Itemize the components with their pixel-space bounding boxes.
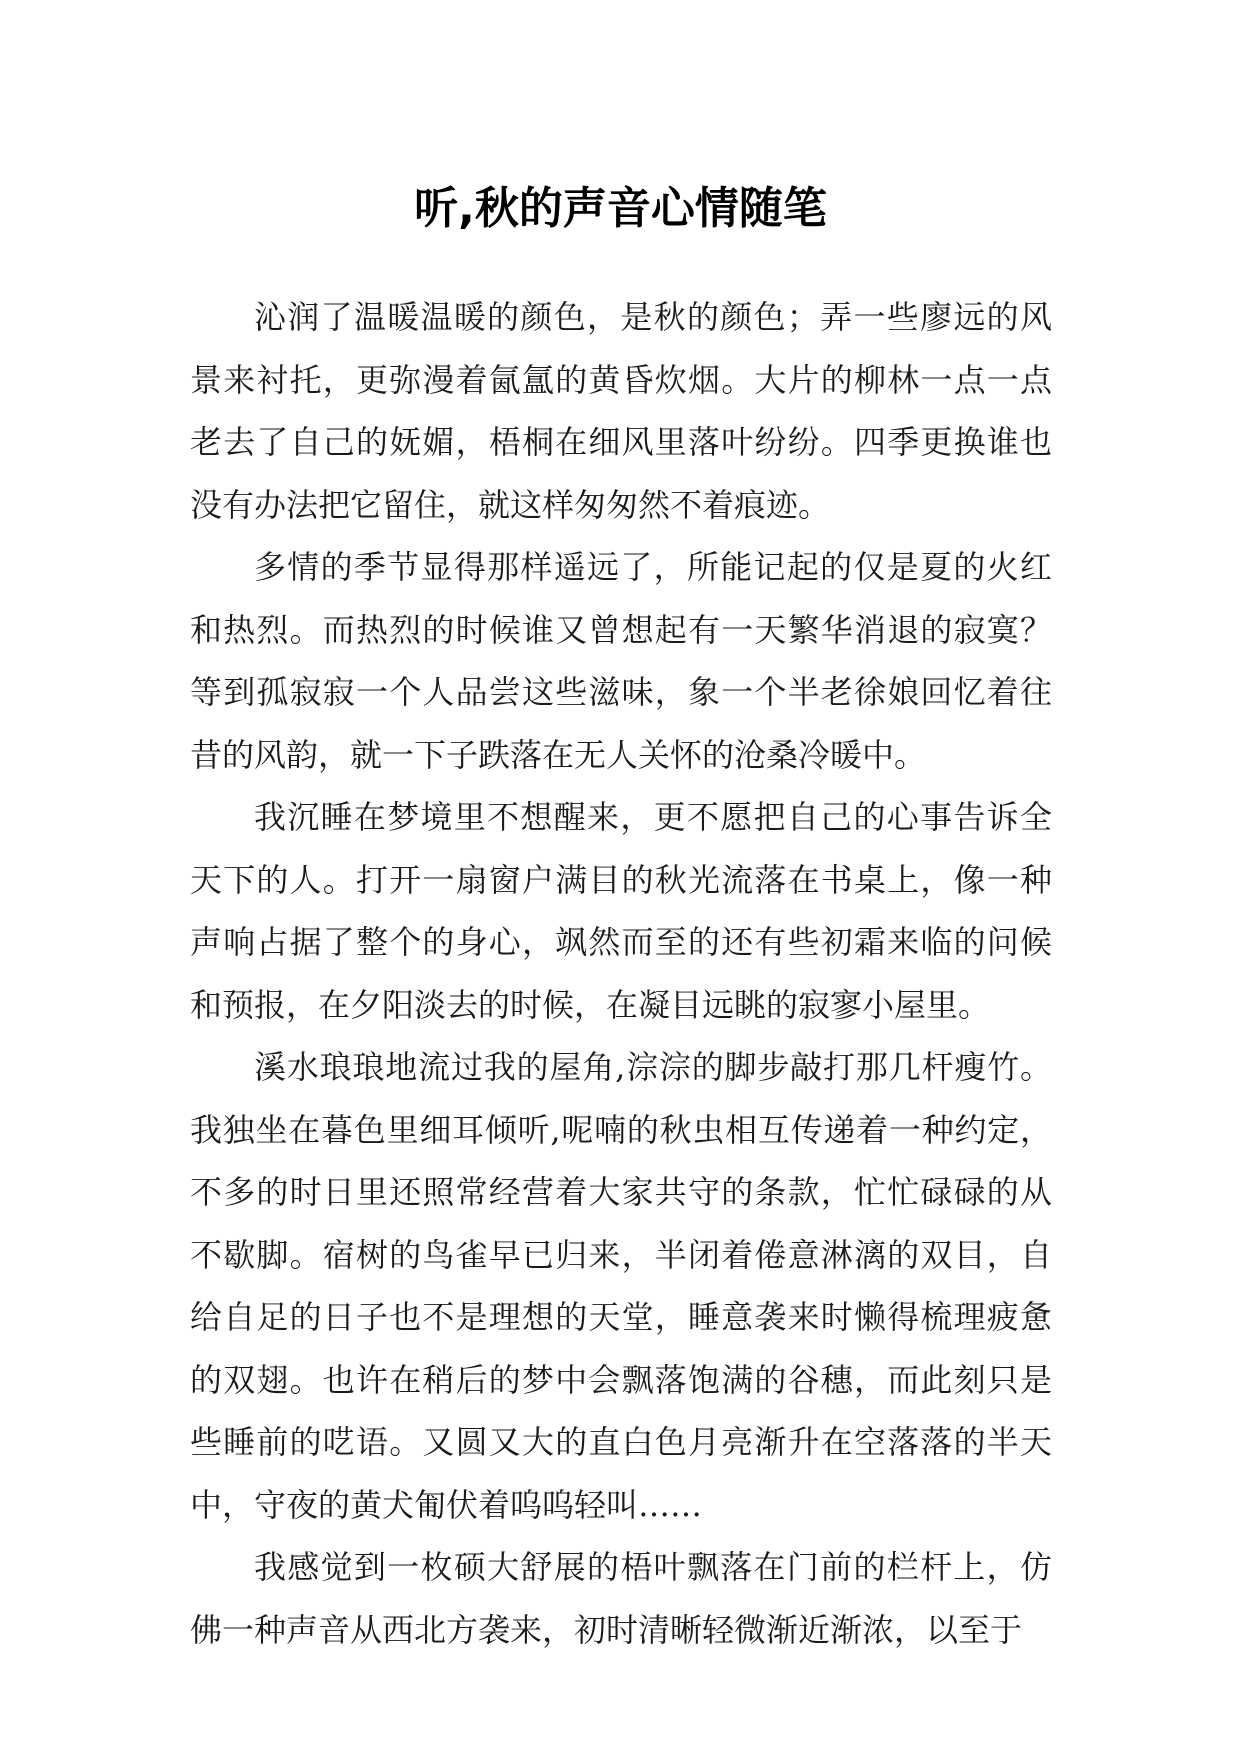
paragraph-3: 我沉睡在梦境里不想醒来，更不愿把自己的心事告诉全天下的人。打开一扇窗户满目的秋光流落在书桌上，像一种声响占据了整个的身心，飒然而至的还有些初霜来临的问候和预报，在夕阳淡去的时候，在凝目远眺的寂寥小屋里。 xyxy=(190,798,1052,1024)
paragraph-2: 多情的季节显得那样遥远了，所能记起的仅是夏的火红和热烈。而热烈的时候谁又曾想起有一天繁华消退的寂寞？等到孤寂寂一个人品尝这些滋味，象一个半老徐娘回忆着往昔的风韵，就一下子跌落在无人关怀的沧桑冷暖中。 xyxy=(190,548,1052,774)
document-title: 听,秋的声音心情随笔 xyxy=(414,183,827,235)
paragraph-1: 沁润了温暖温暖的颜色，是秋的颜色；弄一些廖远的风景来衬托，更弥漫着氤氲的黄昏炊烟。大片的柳林一点一点老去了自己的妩媚，梧桐在细风里落叶纷纷。四季更换谁也没有办法把它留住，就这样匆匆然不着痕迹。 xyxy=(190,298,1052,524)
paragraph-4: 溪水琅琅地流过我的屋角,淙淙的脚步敲打那几杆瘦竹。我独坐在暮色里细耳倾听,呢喃的秋虫相互传递着一种约定，不多的时日里还照常经营着大家共守的条款，忙忙碌碌的从不歇脚。宿树的鸟雀早已归来，半闭着倦意淋漓的双目，自给自足的日子也不是理想的天堂，睡意袭来时懒得梳理疲惫的双翅。也许在稍后的梦中会飘落饱满的谷穗，而此刻只是些睡前的呓语。又圆又大的直白色月亮渐升在空落落的半天中，守夜的黄犬匍伏着呜呜轻叫…… xyxy=(190,1048,1052,1524)
paragraph-5: 我感觉到一枚硕大舒展的梧叶飘落在门前的栏杆上，仿佛一种声音从西北方袭来，初时清晰轻微渐近渐浓，以至于 xyxy=(190,1548,1052,1649)
document-body xyxy=(190,286,1052,1661)
